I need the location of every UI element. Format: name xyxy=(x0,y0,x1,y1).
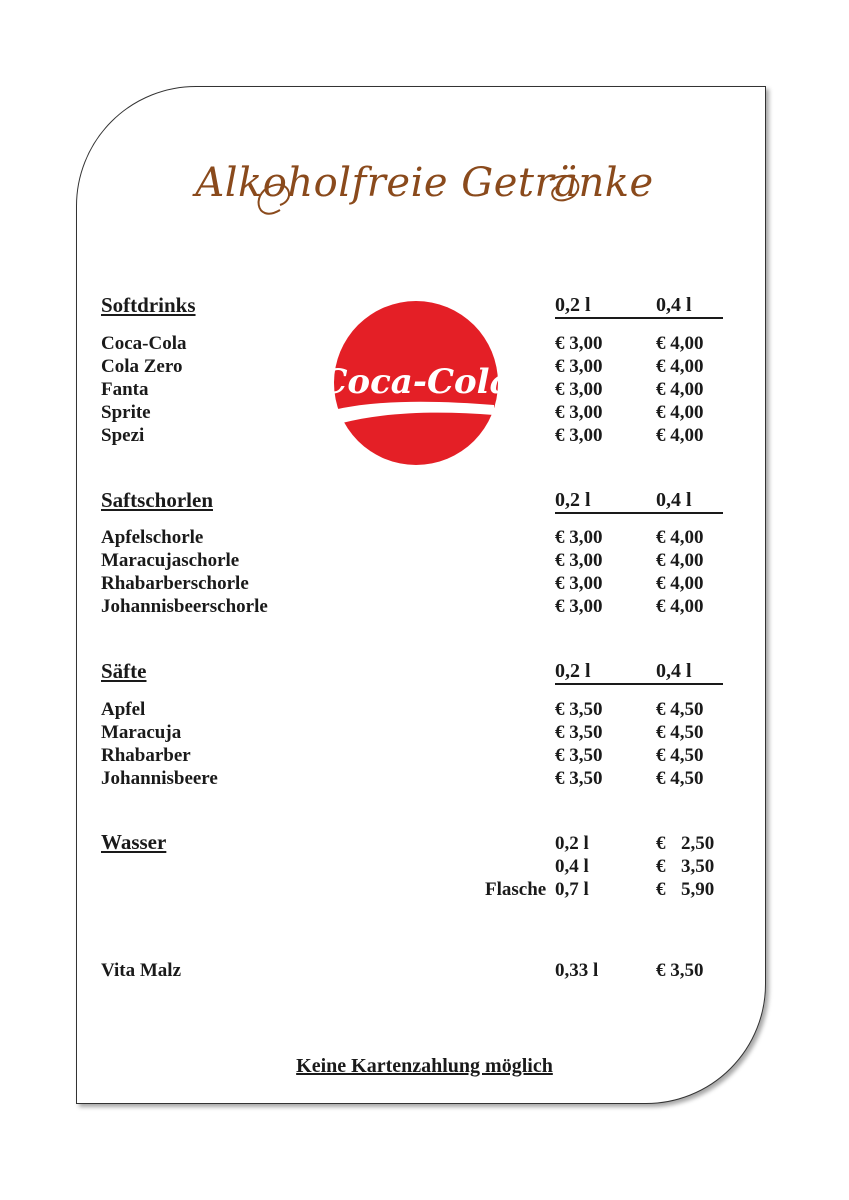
item-price-small: € 3,00 xyxy=(555,527,603,548)
wasser-size: 0,4 l xyxy=(555,856,589,877)
item-price-small: € 3,50 xyxy=(555,699,603,720)
vita-malz-size: 0,33 l xyxy=(555,960,599,981)
section-header-softdrinks: Softdrinks xyxy=(101,293,196,317)
wasser-currency: € xyxy=(656,856,666,877)
page-title: Alkoholfreie Getränke xyxy=(195,160,654,206)
item-name: Rhabarberschorle xyxy=(101,573,249,594)
item-price-large: € 4,00 xyxy=(656,425,704,446)
item-price-large: € 4,00 xyxy=(656,550,704,571)
item-price-small: € 3,00 xyxy=(555,573,603,594)
vita-malz-name: Vita Malz xyxy=(101,960,182,981)
item-price-large: € 4,50 xyxy=(656,745,704,766)
item-price-small: € 3,50 xyxy=(555,768,603,789)
wasser-amount: 2,50 xyxy=(681,833,715,854)
size-header-large: 0,4 l xyxy=(656,660,692,682)
item-price-small: € 3,50 xyxy=(555,745,603,766)
item-name: Rhabarber xyxy=(101,745,191,766)
item-price-small: € 3,00 xyxy=(555,333,603,354)
wasser-prefix: Flasche xyxy=(485,879,547,900)
item-name: Johannisbeerschorle xyxy=(101,596,268,617)
item-price-large: € 4,00 xyxy=(656,573,704,594)
logo-text: Coca-Cola xyxy=(320,362,512,402)
item-name: Fanta xyxy=(101,379,149,400)
payment-notice: Keine Kartenzahlung möglich xyxy=(296,1055,553,1077)
wasser-amount: 5,90 xyxy=(681,879,715,900)
wasser-currency: € xyxy=(656,833,666,854)
size-header-small: 0,2 l xyxy=(555,489,591,511)
item-price-large: € 4,00 xyxy=(656,527,704,548)
item-name: Sprite xyxy=(101,402,151,423)
item-name: Cola Zero xyxy=(101,356,183,377)
item-price-small: € 3,00 xyxy=(555,425,603,446)
item-name: Johannisbeere xyxy=(101,768,218,789)
item-price-small: € 3,00 xyxy=(555,356,603,377)
section-header-wasser: Wasser xyxy=(101,830,167,854)
item-name: Apfelschorle xyxy=(101,527,204,548)
item-price-small: € 3,00 xyxy=(555,550,603,571)
item-price-large: € 4,00 xyxy=(656,356,704,377)
size-header-underline xyxy=(555,683,723,685)
item-price-large: € 4,50 xyxy=(656,699,704,720)
item-price-large: € 4,50 xyxy=(656,768,704,789)
section-header-saftschorlen: Saftschorlen xyxy=(101,488,213,512)
item-price-large: € 4,00 xyxy=(656,596,704,617)
size-header-underline xyxy=(555,317,723,319)
vita-malz-price: € 3,50 xyxy=(656,960,704,981)
item-name: Maracuja xyxy=(101,722,182,743)
wasser-currency: € xyxy=(656,879,666,900)
wasser-amount: 3,50 xyxy=(681,856,715,877)
item-price-small: € 3,00 xyxy=(555,379,603,400)
item-name: Coca-Cola xyxy=(101,333,187,354)
size-header-large: 0,4 l xyxy=(656,489,692,511)
item-price-large: € 4,00 xyxy=(656,333,704,354)
size-header-large: 0,4 l xyxy=(656,294,692,316)
item-price-small: € 3,00 xyxy=(555,402,603,423)
size-header-underline xyxy=(555,512,723,514)
item-name: Apfel xyxy=(101,699,146,720)
item-price-large: € 4,00 xyxy=(656,379,704,400)
item-name: Maracujaschorle xyxy=(101,550,240,571)
item-name: Spezi xyxy=(101,425,145,446)
size-header-small: 0,2 l xyxy=(555,660,591,682)
coca-cola-logo xyxy=(320,301,512,465)
item-price-large: € 4,00 xyxy=(656,402,704,423)
wasser-size: 0,7 l xyxy=(555,879,589,900)
section-header-saefte: Säfte xyxy=(101,659,147,683)
item-price-small: € 3,00 xyxy=(555,596,603,617)
wasser-size: 0,2 l xyxy=(555,833,589,854)
item-price-large: € 4,50 xyxy=(656,722,704,743)
item-price-small: € 3,50 xyxy=(555,722,603,743)
size-header-small: 0,2 l xyxy=(555,294,591,316)
